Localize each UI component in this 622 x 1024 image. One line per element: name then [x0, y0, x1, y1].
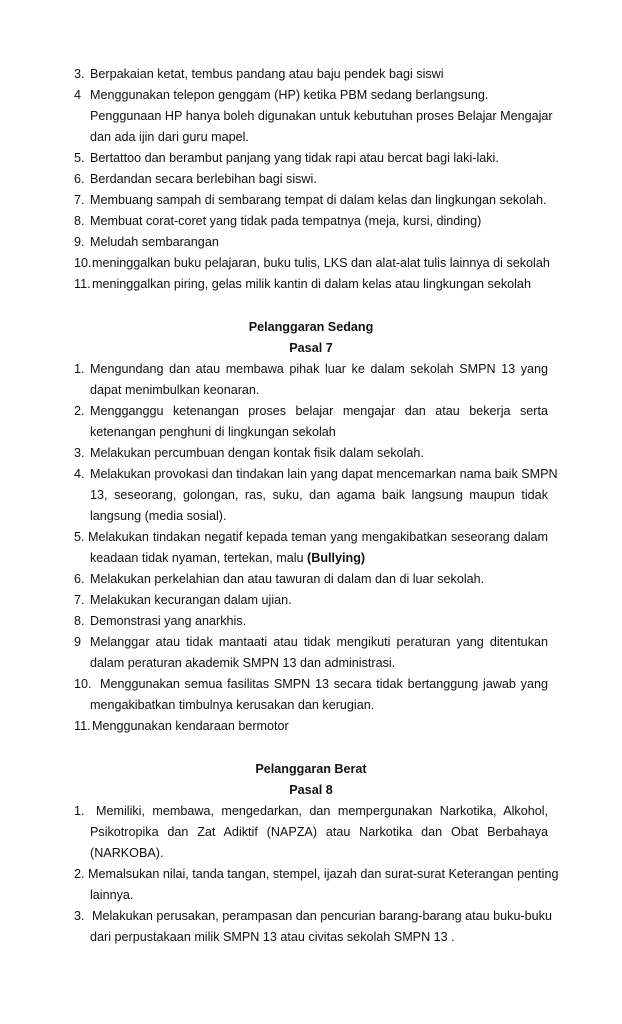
list-item [74, 443, 548, 464]
list-item [74, 464, 558, 527]
pasal-heading-8: Pasal 8 [289, 783, 333, 797]
list-item [74, 274, 548, 295]
item-text: Melakukan tindakan negatif kepada teman yang mengakibatkan seseorang dalam [88, 530, 548, 544]
list-item [74, 190, 548, 211]
item-text-continued [74, 548, 548, 569]
item-text: Membuat corat-coret yang tidak pada tempatnya (meja, kursi, dinding) [90, 214, 482, 228]
item-text-continued: (NARKOBA). [90, 846, 164, 860]
item-number: 2. [74, 404, 85, 418]
list-item [74, 359, 548, 401]
list-item [74, 864, 559, 906]
list-item [74, 211, 548, 232]
item-text-continued: dapat menimbulkan keonaran. [90, 383, 260, 397]
item-text-continued: Psikotropika dan Zat Adiktif (NAPZA) atau Narkotika dan Obat Berbahaya [90, 825, 548, 839]
item-text-continued-part: keadaan tidak nyaman, tertekan, malu [90, 551, 304, 565]
item-number: 4. [74, 467, 85, 481]
item-text: Melakukan kecurangan dalam ujian. [90, 593, 292, 607]
list-item [74, 674, 548, 716]
item-text-continued: dalam peraturan akademik SMPN 13 dan administrasi. [90, 656, 396, 670]
item-number: 3. [74, 909, 85, 923]
list-item [74, 169, 548, 190]
document-page [74, 64, 559, 948]
item-number: 4 [74, 88, 82, 102]
item-number: 3. [74, 446, 85, 460]
item-number: 8. [74, 214, 85, 228]
item-number: 11. [74, 719, 91, 733]
list-item [74, 590, 548, 611]
list-item [74, 85, 553, 148]
item-number: 6. [74, 172, 85, 186]
list-ringan [74, 64, 553, 295]
item-text-continued: ketenangan penghuni di lingkungan sekolah [90, 425, 336, 439]
item-number: 1. [74, 362, 85, 376]
item-number: 5. [74, 530, 85, 544]
item-number: 2. [74, 867, 85, 881]
bullying-label: (Bullying) [307, 551, 366, 565]
list-item [74, 148, 548, 169]
list-berat [74, 801, 559, 948]
item-text: Melakukan perkelahian dan atau tawuran di dalam dan di luar sekolah. [90, 572, 485, 586]
section-heading-berat: Pelanggaran Berat [255, 762, 367, 776]
item-text-continued: langsung (media sosial). [90, 509, 227, 523]
item-text: Membuang sampah di sembarang tempat di dalam kelas dan lingkungan sekolah. [90, 193, 547, 207]
item-number: 5. [74, 151, 85, 165]
item-text-continued: dan ada ijin dari guru mapel. [90, 130, 249, 144]
item-text: Menggunakan telepon genggam (HP) ketika PBM sedang berlangsung. [90, 88, 489, 102]
item-number: 7. [74, 593, 85, 607]
item-text: Memalsukan nilai, tanda tangan, stempel, ijazah dan surat-surat Keterangan penting [88, 867, 559, 881]
item-text: Melakukan perusakan, perampasan dan pencurian barang-barang atau buku-buku [92, 909, 552, 923]
item-text-continued: 13, seseorang, golongan, ras, suku, dan agama baik langsung maupun tidak [90, 488, 548, 502]
item-number: 1. [74, 804, 85, 818]
item-number: 10. [74, 256, 92, 270]
item-text-continued: lainnya. [90, 888, 134, 902]
list-item [74, 716, 548, 737]
item-number: 6. [74, 572, 85, 586]
item-number: 8. [74, 614, 85, 628]
item-text: meninggalkan piring, gelas milik kantin di dalam kelas atau lingkungan sekolah [92, 277, 531, 291]
item-text: Mengganggu ketenangan proses belajar mengajar dan atau bekerja serta [90, 404, 548, 418]
item-text: Melakukan percumbuan dengan kontak fisik dalam sekolah. [90, 446, 424, 460]
list-sedang [74, 359, 558, 737]
item-number: 9. [74, 235, 85, 249]
item-text: Melakukan provokasi dan tindakan lain yang dapat mencemarkan nama baik SMPN [90, 467, 558, 481]
list-item [74, 569, 548, 590]
item-text: Melanggar atau tidak mantaati atau tidak mengikuti peraturan yang ditentukan [90, 635, 548, 649]
item-text: meninggalkan buku pelajaran, buku tulis, LKS dan alat-alat tulis lainnya di sekolah [92, 256, 550, 270]
item-text: Mengundang dan atau membawa pihak luar ke dalam sekolah SMPN 13 yang [90, 362, 548, 376]
item-text: Memiliki, membawa, mengedarkan, dan mempergunakan Narkotika, Alkohol, [96, 804, 548, 818]
item-text: Demonstrasi yang anarkhis. [90, 614, 247, 628]
list-item [74, 906, 552, 948]
list-item [74, 527, 548, 569]
item-text: Menggunakan kendaraan bermotor [92, 719, 289, 733]
item-text-continued: mengakibatkan timbulnya kerusakan dan kerugian. [90, 698, 375, 712]
list-item [74, 401, 548, 443]
item-text-continued: dari perpustakaan milik SMPN 13 atau civitas sekolah SMPN 13 . [90, 930, 455, 944]
item-text: Berdandan secara berlebihan bagi siswi. [90, 172, 317, 186]
item-text: Berpakaian ketat, tembus pandang atau baju pendek bagi siswi [90, 67, 444, 81]
item-text-continued: Penggunaan HP hanya boleh digunakan untuk kebutuhan proses Belajar Mengajar [90, 109, 553, 123]
pasal-heading-7: Pasal 7 [289, 341, 333, 355]
section-heading-sedang: Pelanggaran Sedang [248, 320, 374, 334]
list-item [74, 611, 548, 632]
list-item [74, 801, 548, 864]
item-number: 10. [74, 677, 92, 691]
item-number: 9 [74, 635, 82, 649]
item-text: Meludah sembarangan [90, 235, 219, 249]
item-number: 7. [74, 193, 85, 207]
list-item [74, 232, 548, 253]
item-text: Menggunakan semua fasilitas SMPN 13 secara tidak bertanggung jawab yang [100, 677, 548, 691]
item-number: 3. [74, 67, 85, 81]
list-item [74, 64, 548, 85]
list-item [74, 253, 548, 274]
item-text: Bertattoo dan berambut panjang yang tidak rapi atau bercat bagi laki-laki. [90, 151, 499, 165]
item-number: 11. [74, 277, 91, 291]
list-item [74, 632, 548, 674]
